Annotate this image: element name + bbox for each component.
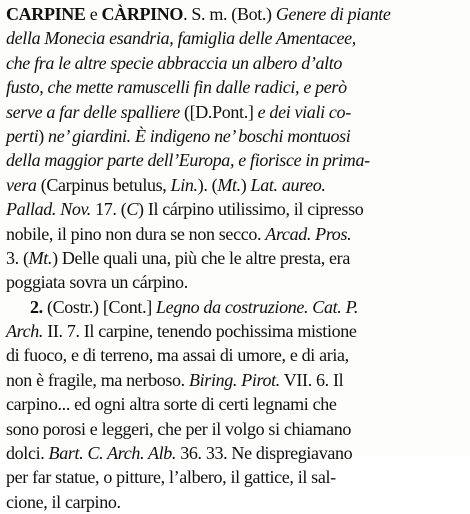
- entry-line-1: [6, 2, 464, 26]
- domain-label: (Bot.): [231, 4, 272, 24]
- headword-conjunction: e: [85, 4, 102, 24]
- entry-line-14: Arch. II. 7. Il carpine, tenendo pochissima mistione: [6, 321, 357, 342]
- entry-line-21: cione, il carpino.: [6, 491, 121, 512]
- grammar-label: . S. m.: [183, 4, 232, 24]
- entry-line-18: sono porosi e leggeri, che per il volgo si chiamano: [6, 418, 352, 439]
- entry-line-19: dolci. Bart. C. Arch. Alb. 36. 33. Ne dispregiavano: [6, 443, 353, 464]
- entry-line-2: della Monecia esandria, famiglia delle Amentacee,: [6, 28, 356, 49]
- sense-2-line: 2. (Costr.) [Cont.] Legno da costruzione. Cat. P.: [30, 296, 359, 317]
- definition-text: Genere di piante: [271, 4, 391, 24]
- entry-line-7: della maggior parte dell’Europa, e fiorisce in prima-: [6, 150, 370, 171]
- headword-variant: CÀRPINO: [101, 4, 184, 24]
- sense-number: 2.: [30, 296, 43, 317]
- entry-line-3: che fra le altre specie abbraccia un albero d’alto: [6, 52, 343, 73]
- entry-line-4: fusto, che mette ramuscelli fin dalle radici, e però: [6, 77, 347, 98]
- entry-line-12: poggiata sovra un cárpino.: [6, 272, 188, 293]
- entry-line-20: per far statue, o pitture, l’albero, il gattice, il sal-: [6, 467, 336, 488]
- entry-line-9: Pallad. Nov. 17. (C) Il cárpino utilissimo, il cipresso: [6, 199, 364, 220]
- entry-line-6: perti) ne’ giardini. È indigeno ne’ boschi montuosi: [6, 125, 351, 146]
- entry-line-10: nobile, il pino non dura se non secco. Arcad. Pros.: [6, 223, 352, 244]
- entry-line-5: serve a far delle spalliere ([D.Pont.] e dei viali co-: [6, 101, 351, 122]
- entry-line-16: non è fragile, ma nerboso. Biring. Pirot. VII. 6. Il: [6, 369, 344, 390]
- headword: CARPINE: [6, 4, 86, 24]
- entry-line-17: carpino... ed ogni altra sorte di certi legnami che: [6, 394, 337, 415]
- entry-line-11: 3. (Mt.) Delle quali una, più che le altre presta, era: [6, 247, 350, 268]
- entry-line-8: vera (Carpinus betulus, Lin.). (Mt.) Lat. aureo.: [6, 174, 326, 195]
- entry-line-15: di fuoco, e di terreno, ma assai di umore, e di aria,: [6, 345, 349, 366]
